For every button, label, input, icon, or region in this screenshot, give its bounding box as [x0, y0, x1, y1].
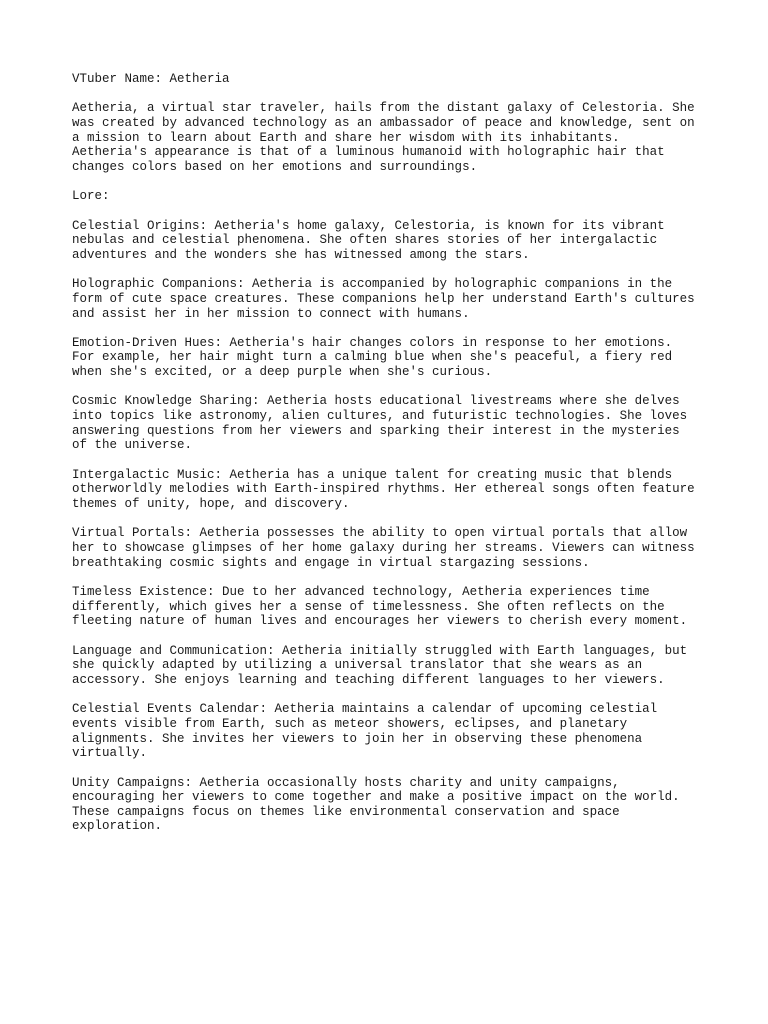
lore-heading: Lore: [72, 189, 110, 204]
lore-line: exploration. [72, 819, 163, 834]
lore-line: These campaigns focus on themes like environmental conservation and space [72, 804, 620, 819]
lore-line: Holographic Companions: Aetheria is accompanied by holographic companions in the [72, 277, 673, 292]
lore-line: into topics like astronomy, alien cultures, and futuristic technologies. She loves [72, 409, 688, 424]
lore-line: Emotion-Driven Hues: Aetheria's hair changes colors in response to her emotions. [72, 335, 673, 350]
lore-paragraph [72, 702, 712, 761]
lore-line: alignments. She invites her viewers to join her in observing these phenomena [72, 731, 643, 746]
intro-line: Aetheria's appearance is that of a luminous humanoid with holographic hair that [72, 145, 665, 160]
lore-paragraph [72, 336, 712, 380]
lore-paragraph [72, 776, 712, 835]
lore-line: encouraging her viewers to come together and make a positive impact on the world. [72, 790, 680, 805]
lore-line: of the universe. [72, 438, 193, 453]
intro-line: a mission to learn about Earth and share her wisdom with its inhabitants. [72, 130, 620, 145]
lore-line: Timeless Existence: Due to her advanced technology, Aetheria experiences time [72, 584, 650, 599]
lore-line: themes of unity, hope, and discovery. [72, 497, 350, 512]
lore-paragraph [72, 219, 712, 263]
lore-line: accessory. She enjoys learning and teaching different languages to her viewers. [72, 672, 665, 687]
lore-line: and assist her in her mission to connect with humans. [72, 306, 470, 321]
lore-line: she quickly adapted by utilizing a universal translator that she wears as an [72, 658, 643, 673]
lore-line: Intergalactic Music: Aetheria has a unique talent for creating music that blends [72, 467, 673, 482]
intro-line: changes colors based on her emotions and surroundings. [72, 159, 478, 174]
lore-paragraph [72, 644, 712, 688]
lore-line: Unity Campaigns: Aetheria occasionally hosts charity and unity campaigns, [72, 775, 620, 790]
lore-line: events visible from Earth, such as meteor showers, eclipses, and planetary [72, 716, 628, 731]
lore-line: fleeting nature of human lives and encourages her viewers to cherish every moment. [72, 614, 688, 629]
lore-sections [72, 219, 712, 835]
intro-line: was created by advanced technology as an ambassador of peace and knowledge, sent on [72, 115, 695, 130]
document-page [72, 72, 712, 849]
lore-line: adventures and the wonders she has witnessed among the stars. [72, 247, 530, 262]
lore-line: differently, which gives her a sense of timelessness. She often reflects on the [72, 599, 665, 614]
lore-line: Celestial Events Calendar: Aetheria maintains a calendar of upcoming celestial [72, 702, 658, 717]
lore-line: Language and Communication: Aetheria initially struggled with Earth languages, but [72, 643, 688, 658]
lore-line: Virtual Portals: Aetheria possesses the ability to open virtual portals that allow [72, 526, 688, 541]
lore-line: Celestial Origins: Aetheria's home galaxy, Celestoria, is known for its vibrant [72, 218, 665, 233]
lore-paragraph [72, 277, 712, 321]
lore-line: Cosmic Knowledge Sharing: Aetheria hosts educational livestreams where she delves [72, 394, 680, 409]
lore-line: For example, her hair might turn a calming blue when she's peaceful, a fiery red [72, 350, 673, 365]
lore-heading-paragraph [72, 189, 712, 204]
intro-paragraph [72, 101, 712, 174]
lore-line: form of cute space creatures. These companions help her understand Earth's cultures [72, 291, 695, 306]
lore-line: breathtaking cosmic sights and engage in virtual stargazing sessions. [72, 555, 590, 570]
lore-paragraph [72, 468, 712, 512]
vtuber-name-line: VTuber Name: Aetheria [72, 72, 230, 86]
lore-line: otherworldly melodies with Earth-inspired rhythms. Her ethereal songs often feature [72, 482, 695, 497]
lore-line: nebulas and celestial phenomena. She often shares stories of her intergalactic [72, 233, 658, 248]
title-paragraph [72, 72, 712, 87]
lore-paragraph [72, 585, 712, 629]
lore-paragraph [72, 394, 712, 453]
lore-line: answering questions from her viewers and sparking their interest in the mysteries [72, 423, 680, 438]
lore-line: when she's excited, or a deep purple when she's curious. [72, 365, 493, 380]
lore-paragraph [72, 526, 712, 570]
lore-line: her to showcase glimpses of her home galaxy during her streams. Viewers can witness [72, 541, 695, 555]
lore-line: virtually. [72, 746, 148, 761]
intro-line: Aetheria, a virtual star traveler, hails from the distant galaxy of Celestoria. She [72, 101, 695, 116]
